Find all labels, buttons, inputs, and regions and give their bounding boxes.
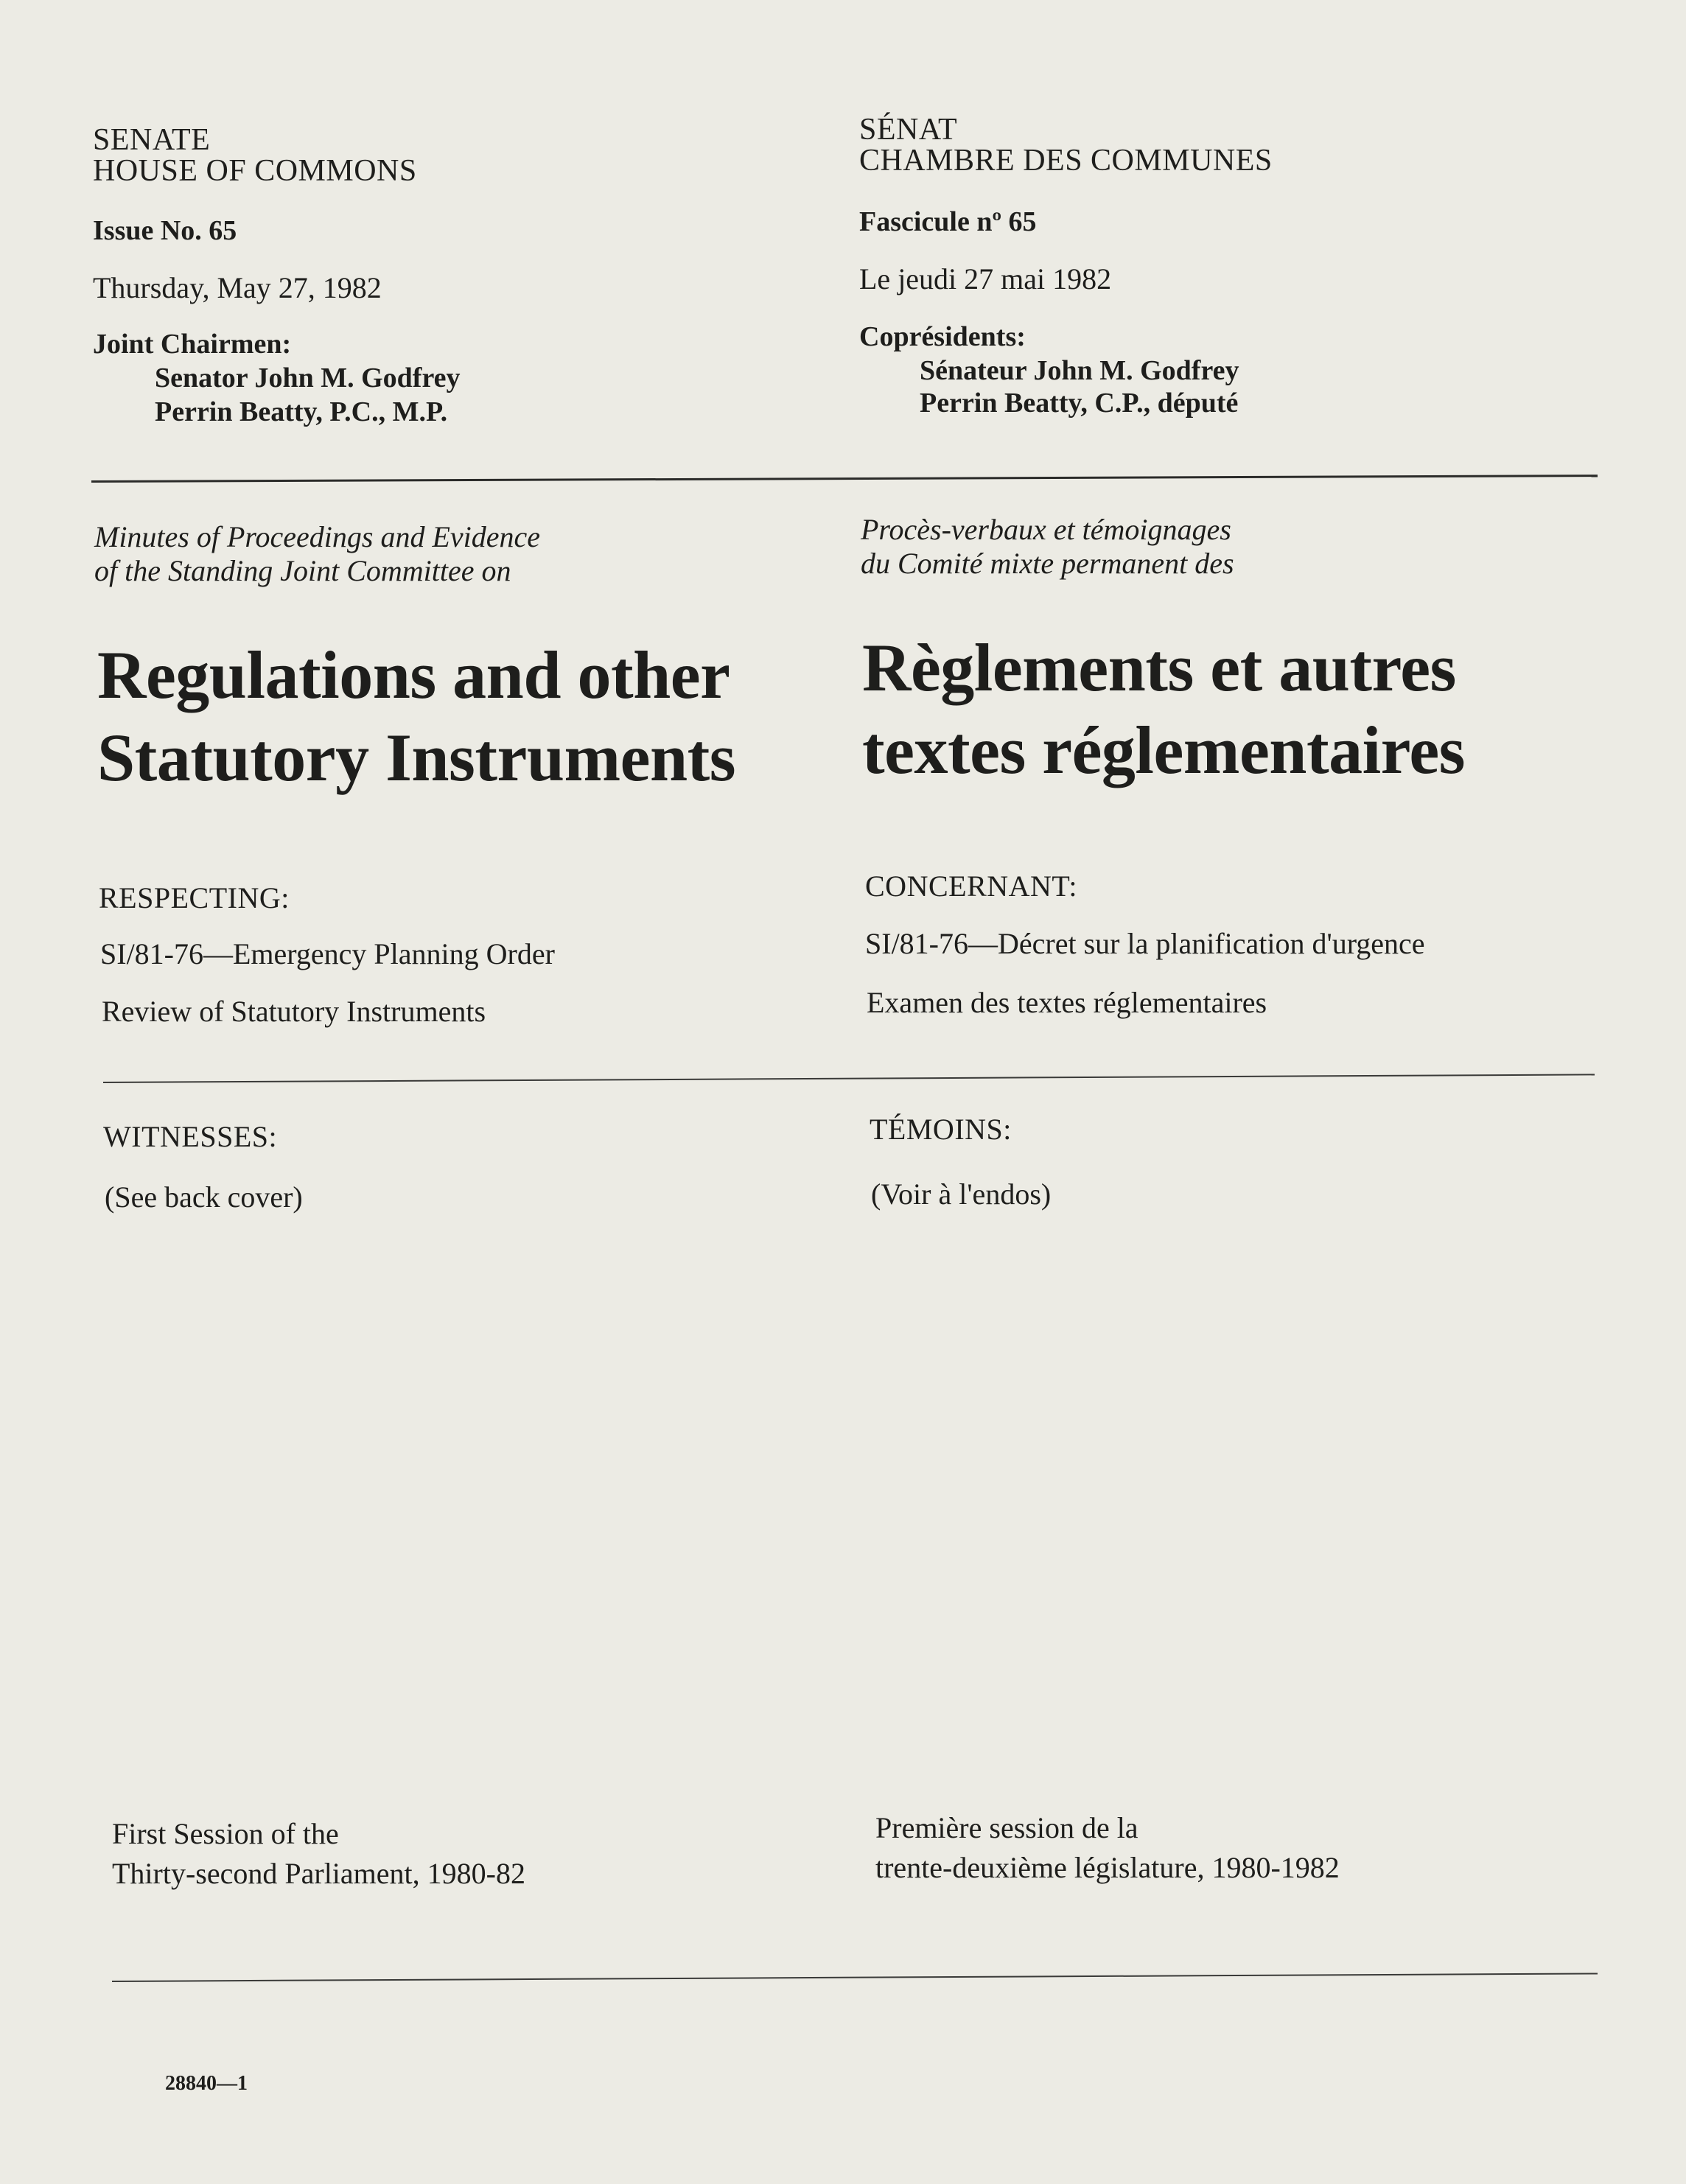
section-divider-rule	[103, 1074, 1595, 1083]
date-seance: Le jeudi 27 mai 1982	[859, 262, 1112, 295]
titre-comite-line-1: Règlements et autres	[862, 630, 1456, 705]
concernant-item-examen: Examen des textes réglementaires	[867, 986, 1267, 1019]
meeting-date: Thursday, May 27, 1982	[93, 271, 382, 304]
copresident-depute: Perrin Beatty, C.P., député	[920, 388, 1239, 419]
chairman-mp: Perrin Beatty, P.C., M.P.	[155, 396, 448, 427]
respecting-item-order: SI/81-76—Emergency Planning Order	[100, 937, 555, 970]
respecting-item-review: Review of Statutory Instruments	[102, 995, 486, 1028]
concernant-heading: CONCERNANT:	[865, 869, 1077, 903]
chamber-commons: HOUSE OF COMMONS	[93, 154, 417, 188]
proces-verbaux-line-2: du Comité mixte permanent des	[861, 547, 1234, 580]
proces-verbaux-line-1: Procès-verbaux et témoignages	[861, 513, 1231, 546]
witnesses-heading: WITNESSES:	[103, 1120, 278, 1153]
temoins-heading: TÉMOINS:	[870, 1113, 1012, 1146]
print-code: 28840—1	[165, 2072, 248, 2095]
chamber-communes: CHAMBRE DES COMMUNES	[859, 144, 1273, 178]
temoins-note: (Voir à l'endos)	[871, 1177, 1052, 1211]
header-divider-rule	[91, 475, 1598, 483]
committee-title-line-2: Statutory Instruments	[97, 720, 736, 795]
minutes-line-1: Minutes of Proceedings and Evidence	[94, 520, 540, 553]
chamber-senat: SÉNAT	[859, 113, 958, 147]
committee-title-line-1: Regulations and other	[97, 637, 730, 713]
minutes-line-2: of the Standing Joint Committee on	[94, 554, 511, 587]
session-line-1: First Session of the	[112, 1817, 339, 1850]
witnesses-note: (See back cover)	[105, 1180, 303, 1214]
chairman-senator: Senator John M. Godfrey	[155, 363, 461, 393]
session-fr-line-1: Première session de la	[875, 1811, 1138, 1844]
titre-comite-line-2: textes réglementaires	[862, 713, 1465, 788]
joint-chairmen-heading: Joint Chairmen:	[93, 329, 292, 360]
footer-divider-rule	[112, 1973, 1598, 1982]
session-fr-line-2: trente-deuxième législature, 1980-1982	[875, 1851, 1340, 1884]
fascicule-number: Fascicule nº 65	[859, 206, 1037, 237]
session-line-2: Thirty-second Parliament, 1980-82	[112, 1857, 525, 1890]
respecting-heading: RESPECTING:	[99, 881, 290, 914]
concernant-item-decret: SI/81-76—Décret sur la planification d'urgence	[865, 927, 1425, 960]
copresidents-heading: Coprésidents:	[859, 321, 1026, 352]
issue-number: Issue No. 65	[93, 215, 237, 246]
chamber-senate: SENATE	[93, 123, 211, 157]
copresident-senateur: Sénateur John M. Godfrey	[920, 355, 1239, 386]
